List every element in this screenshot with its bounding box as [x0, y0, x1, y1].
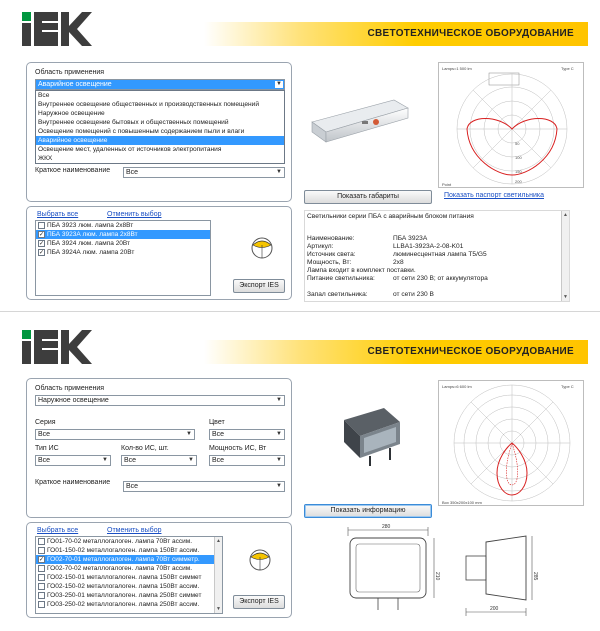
short-name-select[interactable]: [123, 167, 285, 178]
short-name-label: Краткое наименование: [35, 167, 111, 174]
info-key: Мощность, Вт:: [307, 259, 352, 266]
banner-title: СВЕТОТЕХНИЧЕСКОЕ ОБОРУДОВАНИЕ: [204, 340, 588, 364]
chevron-down-icon: ▼: [276, 81, 282, 87]
product-label: ПБА 3924А люм. лампа 20Вт: [47, 249, 135, 256]
product-label: ПБА 3923А люм. лампа 2х8Вт: [47, 231, 138, 238]
power-select[interactable]: [209, 455, 285, 466]
area-select-value: Наружное освещение: [38, 397, 109, 404]
product-label: ГО02-70-01 металлогалоген. лампа 70Вт симметр.: [47, 556, 200, 563]
series-label: Серия: [35, 419, 56, 426]
short-name-select[interactable]: [123, 481, 285, 492]
checkbox[interactable]: [38, 592, 45, 599]
type-select[interactable]: [35, 455, 111, 466]
info-scrollbar[interactable]: [561, 211, 569, 301]
chevron-down-icon: ▼: [276, 169, 282, 175]
checkbox[interactable]: [38, 547, 45, 554]
product-label: ГО03-250-02 металлогалоген. лампа 250Вт ассим.: [47, 601, 200, 608]
product-label: ГО01-70-02 металлогалоген. лампа 70Вт ассим.: [47, 538, 193, 545]
checkbox[interactable]: [38, 601, 45, 608]
product-row[interactable]: [36, 564, 222, 573]
ring-label: 150: [515, 169, 522, 174]
iek-logo: [22, 12, 92, 46]
dim-height: 210: [434, 572, 440, 581]
info-key: Лампа входит в комплект поставки.: [307, 267, 416, 274]
color-select[interactable]: [209, 429, 285, 440]
area-select[interactable]: [35, 79, 285, 90]
area-select[interactable]: [35, 395, 285, 406]
info-value: люминесцентная лампа Т5/G5: [393, 251, 487, 258]
select-all-link[interactable]: Выбрать все: [37, 211, 79, 218]
chevron-down-icon: ▼: [276, 483, 282, 489]
area-option[interactable]: Внутреннее освещение общественных и производственных помещений: [38, 101, 260, 108]
lamp-icon: [249, 235, 275, 261]
cancel-selection-link[interactable]: Отменить выбор: [107, 211, 162, 218]
chevron-down-icon: ▼: [188, 457, 194, 463]
product-row[interactable]: [36, 239, 210, 248]
product-row[interactable]: [36, 248, 210, 257]
product-row-selected[interactable]: [36, 230, 210, 239]
product-label: ГО02-150-01 металлогалоген. лампа 150Вт симмет: [47, 574, 202, 581]
info-value: от сети 230 В; от аккумулятора: [393, 275, 488, 282]
export-ies-button[interactable]: Экспорт IES: [233, 595, 285, 609]
checkbox[interactable]: [38, 538, 45, 545]
product-list-scrollbar[interactable]: [214, 537, 222, 613]
banner-title: СВЕТОТЕХНИЧЕСКОЕ ОБОРУДОВАНИЕ: [204, 22, 588, 46]
ring-label: 100: [515, 155, 522, 160]
select-all-link[interactable]: Выбрать все: [37, 527, 79, 534]
polar-footer: Box 350x200x100 mm: [442, 500, 482, 505]
checkbox[interactable]: [38, 583, 45, 590]
luminaire-photo: [304, 88, 414, 158]
polar-legend: Lamps=6 600 lm: [442, 384, 472, 389]
product-row[interactable]: [36, 537, 222, 546]
chevron-down-icon: ▼: [186, 431, 192, 437]
product-label: ГО01-150-02 металлогалоген. лампа 150Вт ассим.: [47, 547, 200, 554]
product-label: ПБА 3923 люм. лампа 2х8Вт: [47, 222, 134, 229]
info-value: ПБА 3923А: [393, 235, 428, 242]
product-panel: [26, 522, 292, 618]
series-value: Все: [38, 431, 51, 438]
chevron-down-icon: ▼: [102, 457, 108, 463]
area-option[interactable]: Освещение помещений с повышенным содержанием пыли и влаги: [38, 128, 245, 135]
type-label: Тип ИС: [35, 445, 59, 452]
scroll-up-icon[interactable]: ▲: [563, 212, 568, 218]
count-label: Кол-во ИС, шт.: [121, 445, 169, 452]
chevron-down-icon: ▼: [276, 431, 282, 437]
product-row[interactable]: [36, 546, 222, 555]
filter-panel: [26, 62, 292, 202]
checkbox[interactable]: [38, 222, 45, 229]
show-dimensions-button[interactable]: Показать габариты: [304, 190, 432, 204]
color-label: Цвет: [209, 419, 225, 426]
area-option[interactable]: Наружное освещение: [38, 110, 105, 117]
type-value: Все: [38, 457, 51, 464]
short-name-value: Все: [126, 169, 139, 176]
show-info-button[interactable]: Показать информацию: [304, 504, 432, 518]
cancel-selection-link[interactable]: Отменить выбор: [107, 527, 162, 534]
filter-panel: [26, 378, 292, 518]
count-select[interactable]: [121, 455, 197, 466]
polar-legend: Lamps=1 500 lm: [442, 66, 472, 71]
checkbox[interactable]: ✓: [39, 232, 45, 238]
area-option[interactable]: ЖКХ: [38, 155, 53, 162]
product-label: ГО03-250-01 металлогалоген. лампа 250Вт симмет: [47, 592, 202, 599]
count-value: Все: [124, 457, 137, 464]
polar-diagram: [438, 380, 584, 506]
checkbox[interactable]: [38, 574, 45, 581]
product-list[interactable]: [35, 220, 211, 296]
power-label: Мощность ИС, Вт: [209, 445, 267, 452]
product-panel: [26, 206, 292, 300]
dim-depth: 200: [490, 606, 499, 612]
info-value: 2х8: [393, 259, 404, 266]
ring-label: 200: [515, 179, 522, 184]
iek-logo: [22, 330, 92, 364]
polar-footer: Point: [442, 182, 452, 187]
area-select-value: Аварийное освещение: [38, 81, 112, 88]
info-value: LLBA1-3923A-2-08-K01: [393, 243, 464, 250]
info-key: Питание светильника:: [307, 275, 375, 282]
product-label: ПБА 3924 люм. лампа 20Вт: [47, 240, 131, 247]
checkbox[interactable]: [38, 565, 45, 572]
product-row-selected[interactable]: [36, 555, 222, 564]
area-dropdown-list[interactable]: [35, 90, 285, 164]
product-row[interactable]: [36, 573, 222, 582]
info-key: Артикул:: [307, 243, 334, 250]
area-label: Область применения: [35, 385, 105, 392]
lamp-icon: [247, 547, 273, 573]
checkbox[interactable]: ✓: [39, 557, 45, 563]
ring-label: 50: [515, 141, 520, 146]
info-key: Наименование:: [307, 235, 355, 242]
info-value: от сети 230 В: [393, 291, 434, 298]
area-option[interactable]: Освещение мест, удаленных от источников электропитания: [38, 146, 222, 153]
scroll-down-icon[interactable]: ▼: [563, 294, 568, 300]
front-dimension-drawing: [338, 522, 448, 618]
side-dimension-drawing: [456, 522, 566, 618]
screenshot-separator: [0, 311, 600, 312]
product-row[interactable]: [36, 591, 222, 600]
area-option-highlighted[interactable]: Аварийное освещение: [36, 136, 284, 145]
dim-width-top: 280: [382, 524, 391, 530]
product-label: ГО02-150-02 металлогалоген. лампа 150Вт ассим.: [47, 583, 200, 590]
app-window-outdoor: [4, 322, 596, 622]
chevron-down-icon: ▼: [276, 397, 282, 403]
product-list[interactable]: [35, 536, 223, 614]
short-name-label: Краткое наименование: [35, 479, 111, 486]
dim-width-bottom: 285: [532, 572, 538, 581]
scroll-down-icon[interactable]: ▼: [216, 606, 221, 612]
export-ies-button[interactable]: Экспорт IES: [233, 279, 285, 293]
product-label: ГО02-70-02 металлогалоген. лампа 70Вт ассим.: [47, 565, 193, 572]
product-row[interactable]: [36, 582, 222, 591]
area-option[interactable]: Внутреннее освещение бытовых и общественных помещений: [38, 119, 229, 126]
polar-diagram: [438, 62, 584, 188]
power-value: Все: [212, 457, 225, 464]
polar-type: Type C: [561, 66, 574, 71]
info-key: Источник света:: [307, 251, 356, 258]
floodlight-photo: [334, 400, 414, 470]
info-key: Запал светильника:: [307, 291, 368, 298]
chevron-down-icon: ▼: [276, 457, 282, 463]
series-select[interactable]: [35, 429, 195, 440]
show-passport-link[interactable]: Показать паспорт светильника: [444, 192, 544, 199]
area-option[interactable]: Все: [38, 92, 50, 99]
scroll-up-icon[interactable]: ▲: [216, 538, 221, 544]
polar-type: Type C: [561, 384, 574, 389]
color-value: Все: [212, 431, 225, 438]
app-window-emergency: [4, 4, 596, 304]
product-row[interactable]: [36, 600, 222, 609]
short-name-value: Все: [126, 483, 139, 490]
checkbox[interactable]: ✓: [39, 241, 45, 247]
product-info-panel: [304, 210, 570, 302]
checkbox[interactable]: ✓: [39, 250, 45, 256]
product-row[interactable]: [36, 221, 210, 230]
area-label: Область применения: [35, 69, 105, 76]
info-title: Светильники серии ПБА с аварийным блоком питания: [307, 213, 474, 220]
